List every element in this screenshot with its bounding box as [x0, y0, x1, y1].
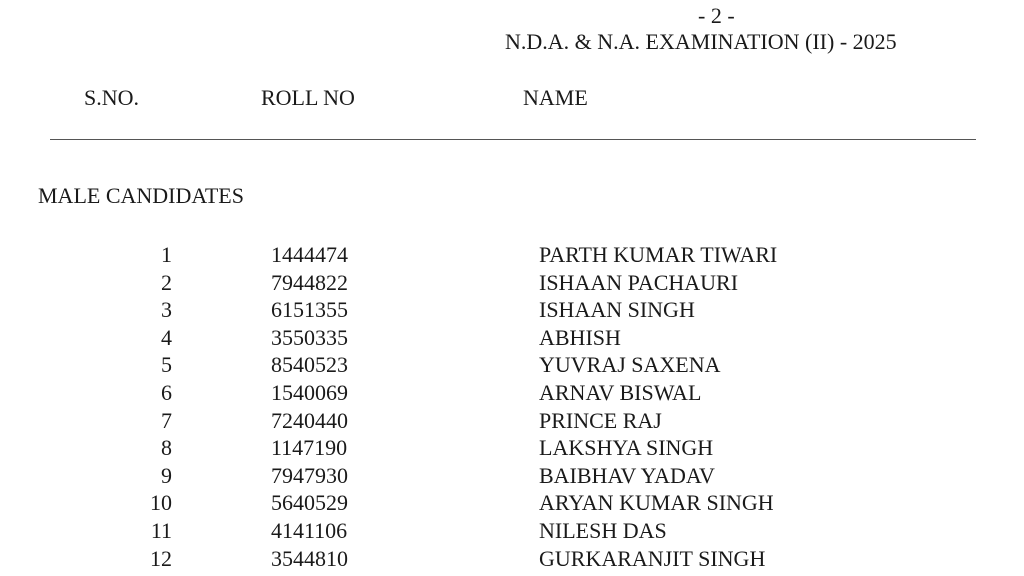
cell-roll-no: 6151355: [271, 297, 348, 323]
cell-sno: 10: [150, 490, 172, 516]
column-header-sno: S.NO.: [84, 85, 140, 110]
candidate-list: [0, 241, 1024, 572]
cell-roll-no: 7947930: [271, 462, 348, 488]
table-row: [0, 296, 1024, 324]
cell-roll-no: 3550335: [271, 324, 348, 350]
cell-sno: 7: [161, 407, 172, 433]
cell-sno: 9: [161, 462, 172, 488]
exam-title: N.D.A. & N.A. EXAMINATION (II) - 2025: [505, 29, 897, 54]
column-header-roll-no: ROLL NO: [261, 85, 355, 110]
cell-roll-no: 1444474: [271, 242, 348, 267]
cell-name: NILESH DAS: [539, 517, 667, 543]
cell-name: PRINCE RAJ: [539, 407, 662, 433]
header-divider: [50, 139, 976, 140]
cell-name: ARNAV BISWAL: [539, 379, 702, 405]
cell-roll-no: 1540069: [271, 379, 348, 405]
table-row: [0, 241, 1024, 269]
cell-roll-no: 3544810: [271, 545, 348, 571]
cell-roll-no: 7944822: [271, 269, 348, 295]
cell-name: YUVRAJ SAXENA: [539, 352, 721, 378]
cell-sno: 11: [150, 517, 172, 543]
section-title: MALE CANDIDATES: [38, 183, 244, 208]
cell-sno: 2: [161, 269, 172, 295]
column-header-name: NAME: [523, 85, 588, 110]
cell-name: ARYAN KUMAR SINGH: [539, 490, 774, 516]
table-row: [0, 489, 1024, 517]
cell-sno: 6: [161, 379, 172, 405]
table-row: [0, 351, 1024, 379]
cell-sno: 12: [150, 545, 172, 571]
table-row: [0, 545, 1024, 573]
cell-roll-no: 1147190: [271, 435, 348, 461]
cell-sno: 5: [161, 352, 172, 378]
cell-sno: 1: [161, 242, 172, 267]
table-row: [0, 324, 1024, 352]
cell-sno: 3: [161, 297, 172, 323]
page-number: - 2 -: [698, 3, 735, 28]
cell-sno: 8: [161, 435, 172, 461]
cell-roll-no: 5640529: [271, 490, 348, 516]
table-row: [0, 269, 1024, 297]
cell-sno: 4: [161, 324, 172, 350]
cell-name: GURKARANJIT SINGH: [539, 545, 766, 571]
table-row: [0, 462, 1024, 490]
cell-name: ABHISH: [539, 324, 621, 350]
cell-name: ISHAAN SINGH: [539, 297, 695, 323]
table-row: [0, 379, 1024, 407]
cell-name: ISHAAN PACHAURI: [539, 269, 739, 295]
table-row: [0, 434, 1024, 462]
cell-roll-no: 4141106: [271, 517, 348, 543]
cell-roll-no: 7240440: [271, 407, 348, 433]
table-row: [0, 517, 1024, 545]
cell-roll-no: 8540523: [271, 352, 348, 378]
table-row: [0, 407, 1024, 435]
cell-name: PARTH KUMAR TIWARI: [539, 242, 778, 267]
cell-name: BAIBHAV YADAV: [539, 462, 715, 488]
cell-name: LAKSHYA SINGH: [539, 435, 714, 461]
